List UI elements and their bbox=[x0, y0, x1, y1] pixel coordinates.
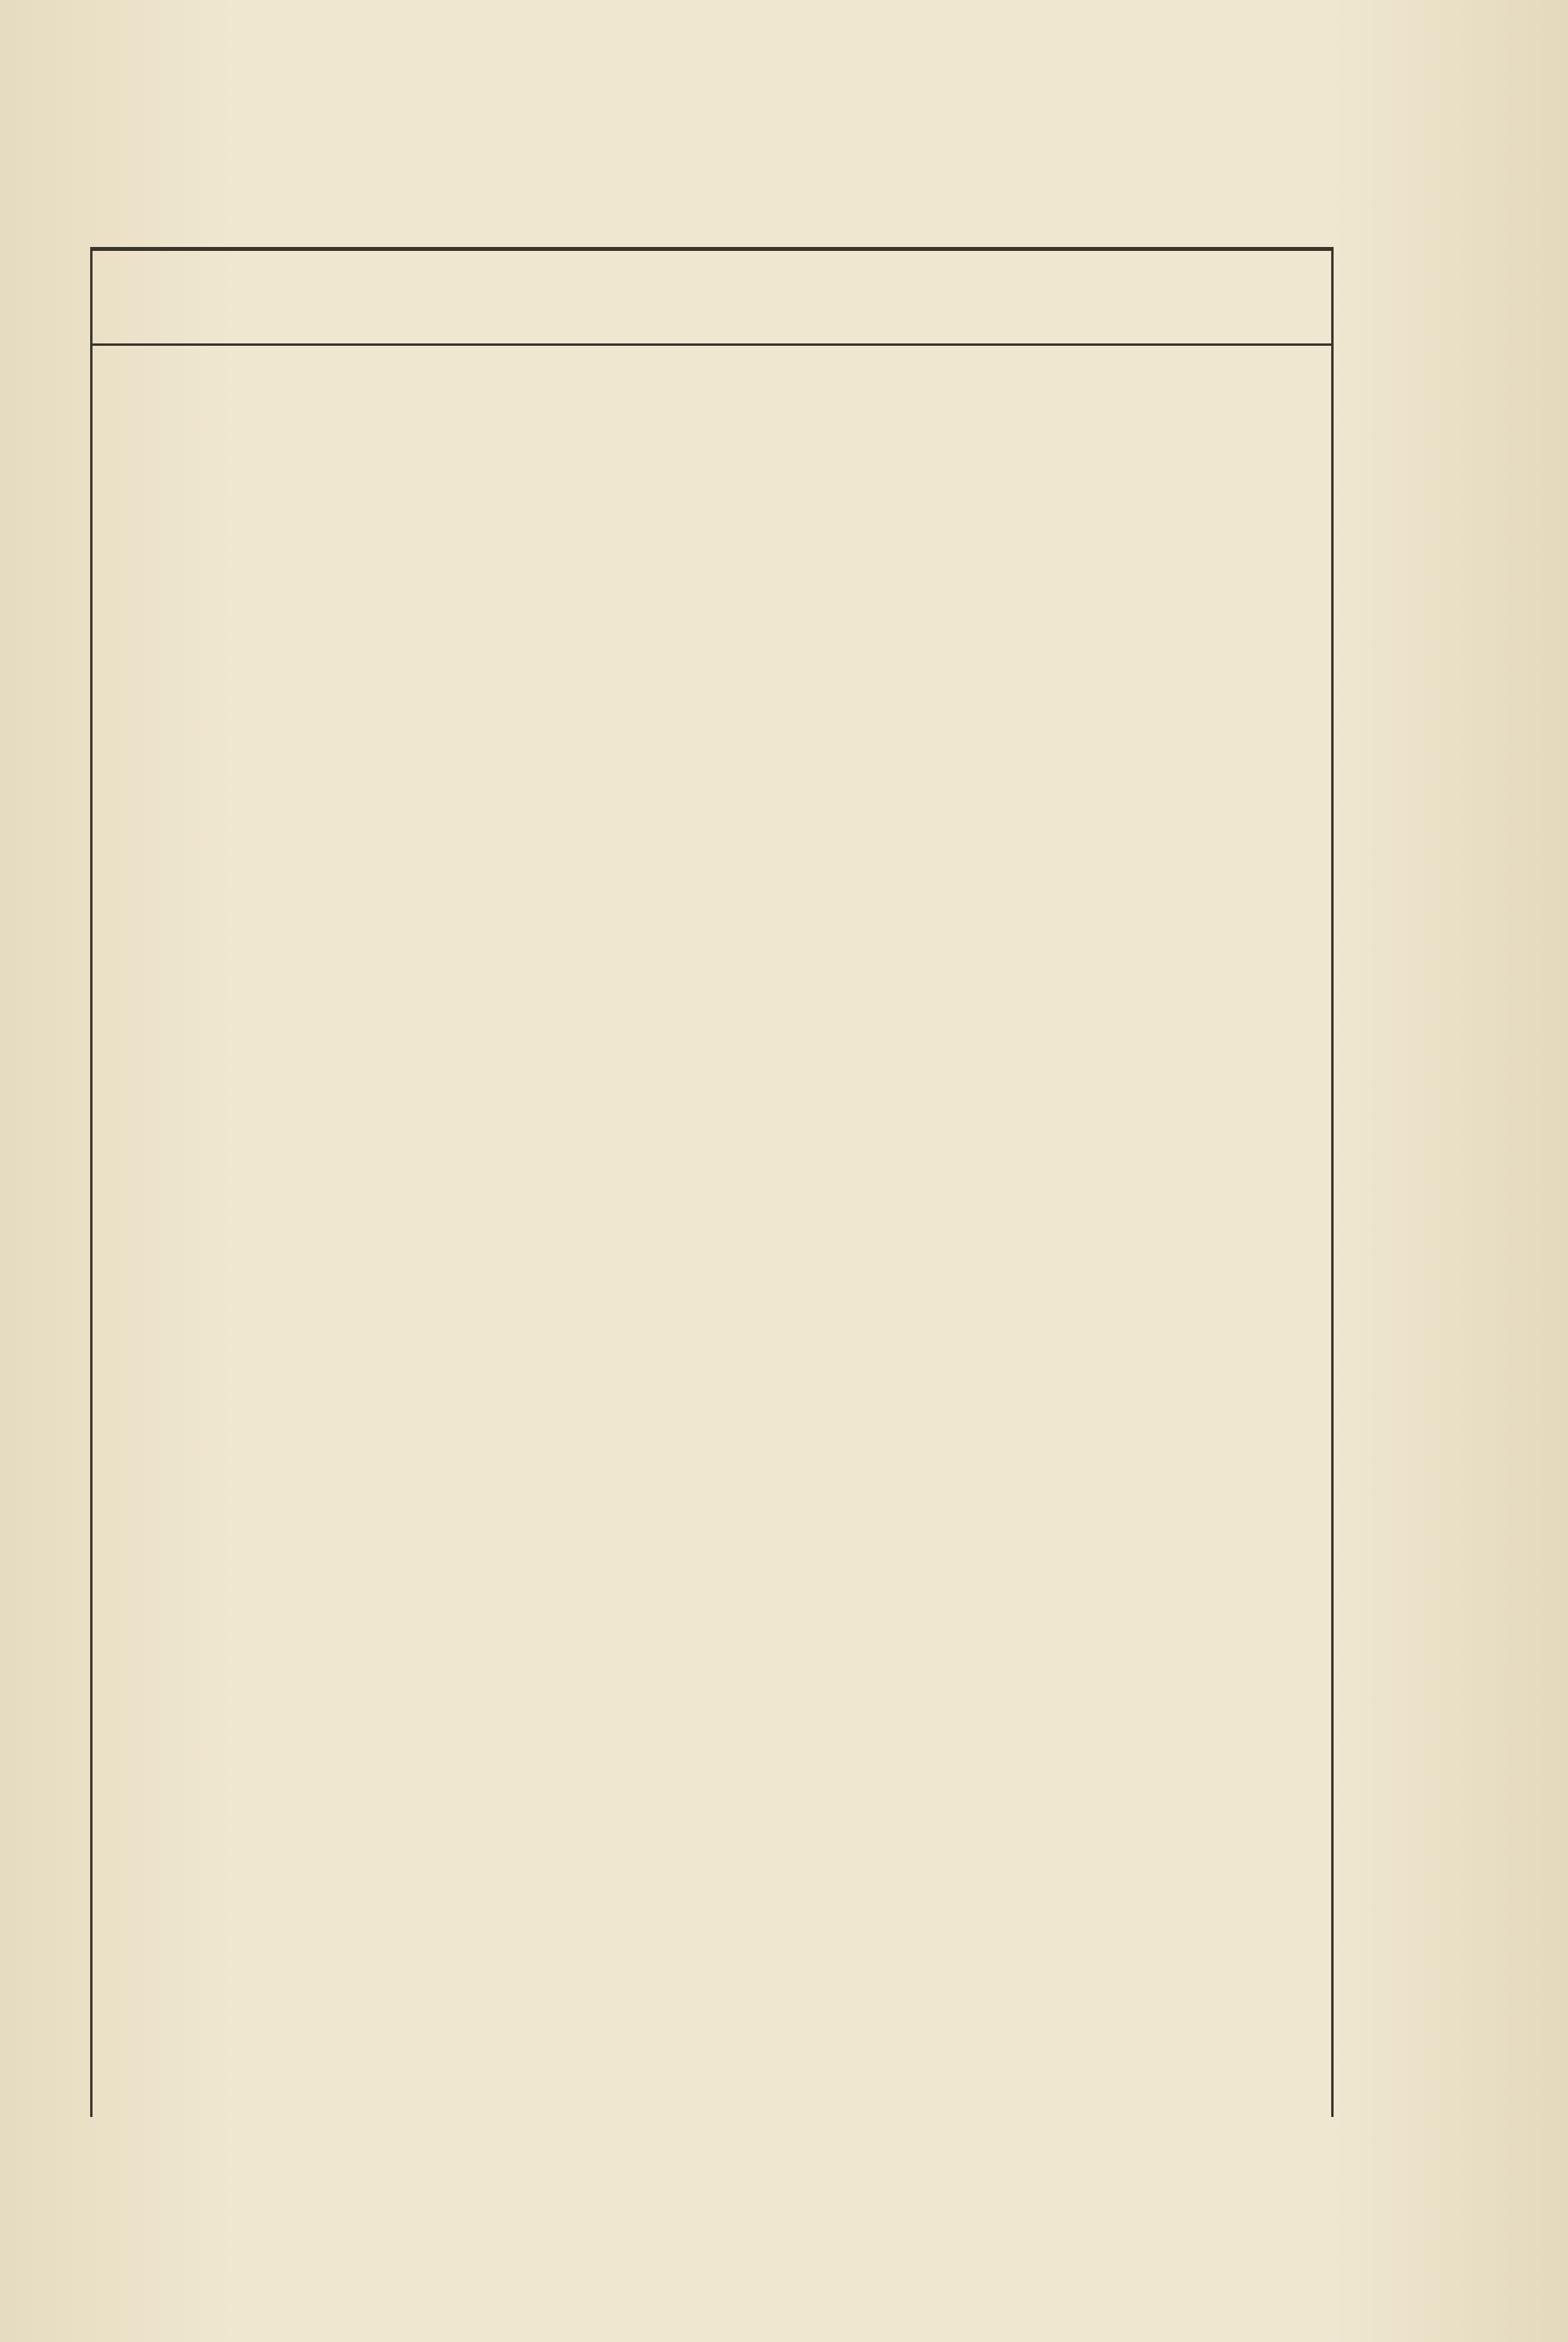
page-title bbox=[337, 118, 1200, 164]
table-frame bbox=[90, 247, 1334, 2117]
header-rule bbox=[90, 343, 1334, 346]
